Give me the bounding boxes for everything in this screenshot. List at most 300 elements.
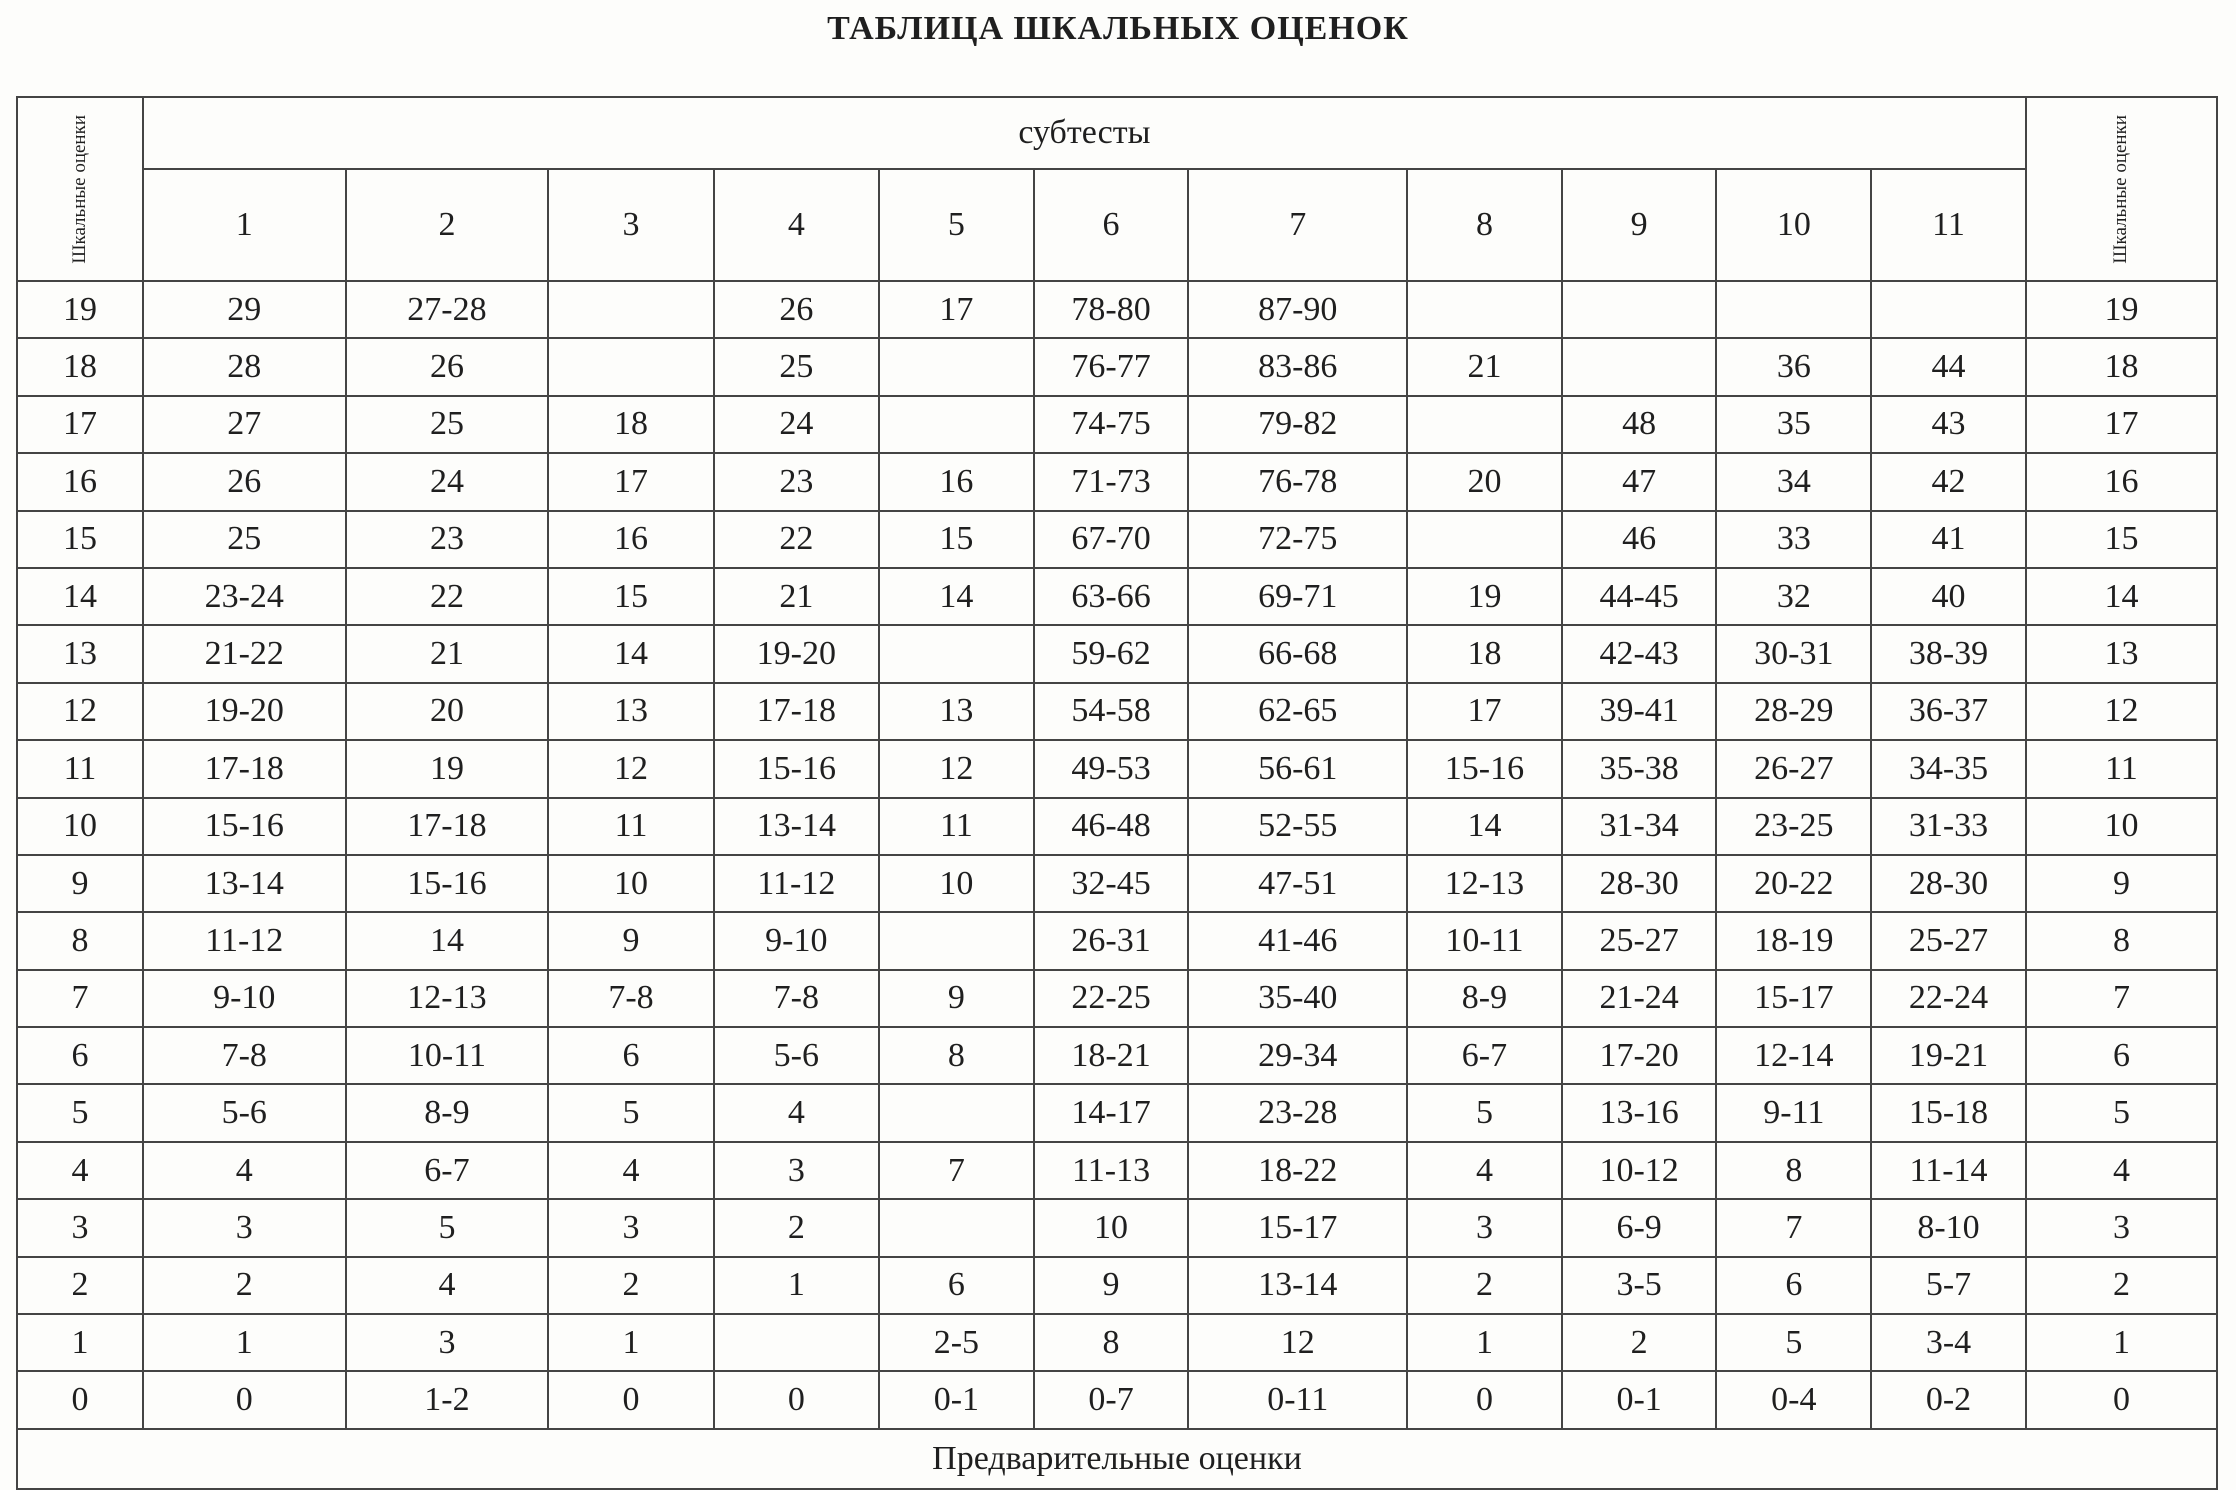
raw-score-cell: 10-11 bbox=[346, 1027, 549, 1084]
raw-score-cell: 11-14 bbox=[1871, 1142, 2026, 1199]
raw-score-cell: 4 bbox=[346, 1257, 549, 1314]
raw-score-cell: 19 bbox=[1407, 568, 1562, 625]
raw-score-cell: 28 bbox=[143, 338, 346, 395]
raw-score-cell: 18 bbox=[1407, 625, 1562, 682]
raw-score-cell: 5 bbox=[1407, 1084, 1562, 1141]
raw-score-cell: 21-22 bbox=[143, 625, 346, 682]
raw-score-cell: 6-7 bbox=[346, 1142, 549, 1199]
raw-score-cell: 78-80 bbox=[1034, 281, 1189, 338]
raw-score-cell: 35-38 bbox=[1562, 740, 1717, 797]
raw-score-cell: 1 bbox=[714, 1257, 879, 1314]
raw-score-cell: 19 bbox=[346, 740, 549, 797]
raw-score-cell: 6 bbox=[879, 1257, 1034, 1314]
raw-score-cell: 14 bbox=[1407, 798, 1562, 855]
raw-score-cell: 0-1 bbox=[1562, 1371, 1717, 1428]
raw-score-cell bbox=[879, 625, 1034, 682]
table-row bbox=[17, 1142, 2217, 1199]
raw-score-cell: 8 bbox=[879, 1027, 1034, 1084]
raw-score-cell: 6 bbox=[548, 1027, 713, 1084]
raw-score-cell: 17-20 bbox=[1562, 1027, 1717, 1084]
raw-score-cell: 8-9 bbox=[1407, 970, 1562, 1027]
scale-score-left: 7 bbox=[17, 970, 143, 1027]
scale-header-left bbox=[17, 97, 143, 281]
raw-score-cell bbox=[714, 1314, 879, 1371]
raw-score-cell: 9-10 bbox=[714, 912, 879, 969]
raw-score-cell: 40 bbox=[1871, 568, 2026, 625]
raw-score-cell: 28-30 bbox=[1871, 855, 2026, 912]
table-row bbox=[17, 912, 2217, 969]
raw-score-cell bbox=[1407, 396, 1562, 453]
raw-score-cell: 3 bbox=[346, 1314, 549, 1371]
raw-score-cell: 36-37 bbox=[1871, 683, 2026, 740]
raw-score-cell: 13-14 bbox=[714, 798, 879, 855]
raw-score-cell: 39-41 bbox=[1562, 683, 1717, 740]
table-row bbox=[17, 453, 2217, 510]
raw-score-cell: 22 bbox=[346, 568, 549, 625]
raw-score-cell bbox=[879, 912, 1034, 969]
raw-score-cell: 13 bbox=[879, 683, 1034, 740]
raw-score-cell: 43 bbox=[1871, 396, 2026, 453]
raw-score-cell: 5 bbox=[1716, 1314, 1871, 1371]
raw-score-cell: 83-86 bbox=[1188, 338, 1407, 395]
raw-score-cell: 72-75 bbox=[1188, 511, 1407, 568]
raw-score-cell: 0-11 bbox=[1188, 1371, 1407, 1428]
raw-score-cell: 14 bbox=[346, 912, 549, 969]
raw-score-cell: 15-17 bbox=[1188, 1199, 1407, 1256]
scale-score-table bbox=[16, 96, 2218, 1490]
raw-score-cell: 0-7 bbox=[1034, 1371, 1189, 1428]
raw-score-cell: 15-18 bbox=[1871, 1084, 2026, 1141]
raw-score-cell: 48 bbox=[1562, 396, 1717, 453]
scale-score-right: 0 bbox=[2026, 1371, 2217, 1428]
raw-scores-footer: Предварительные оценки bbox=[17, 1429, 2217, 1489]
raw-score-cell: 3 bbox=[714, 1142, 879, 1199]
raw-score-cell: 0 bbox=[548, 1371, 713, 1428]
raw-score-cell: 56-61 bbox=[1188, 740, 1407, 797]
raw-score-cell: 49-53 bbox=[1034, 740, 1189, 797]
raw-score-cell: 0 bbox=[714, 1371, 879, 1428]
raw-score-cell bbox=[1562, 338, 1717, 395]
raw-score-cell: 62-65 bbox=[1188, 683, 1407, 740]
raw-score-cell: 18 bbox=[548, 396, 713, 453]
raw-score-cell: 20 bbox=[1407, 453, 1562, 510]
scale-score-right: 16 bbox=[2026, 453, 2217, 510]
raw-score-cell: 27 bbox=[143, 396, 346, 453]
raw-score-cell: 15-16 bbox=[346, 855, 549, 912]
raw-score-cell: 3 bbox=[548, 1199, 713, 1256]
raw-score-cell: 54-58 bbox=[1034, 683, 1189, 740]
table-row bbox=[17, 1084, 2217, 1141]
raw-score-cell: 41 bbox=[1871, 511, 2026, 568]
raw-score-cell: 8 bbox=[1716, 1142, 1871, 1199]
scale-score-left: 17 bbox=[17, 396, 143, 453]
table-row bbox=[17, 970, 2217, 1027]
raw-score-cell: 47 bbox=[1562, 453, 1717, 510]
scale-score-left: 1 bbox=[17, 1314, 143, 1371]
table-row bbox=[17, 281, 2217, 338]
scale-score-right: 6 bbox=[2026, 1027, 2217, 1084]
scale-score-left: 12 bbox=[17, 683, 143, 740]
raw-score-cell: 16 bbox=[548, 511, 713, 568]
table-row bbox=[17, 740, 2217, 797]
scale-header-right-label: Шкальные оценки bbox=[2110, 114, 2132, 264]
raw-score-cell: 11-12 bbox=[143, 912, 346, 969]
raw-score-cell: 26 bbox=[714, 281, 879, 338]
raw-score-cell: 14 bbox=[879, 568, 1034, 625]
subtest-header-9: 9 bbox=[1562, 169, 1717, 281]
table-row bbox=[17, 1027, 2217, 1084]
raw-score-cell: 35-40 bbox=[1188, 970, 1407, 1027]
raw-score-cell: 11 bbox=[548, 798, 713, 855]
subtest-header-5: 5 bbox=[879, 169, 1034, 281]
raw-score-cell: 1-2 bbox=[346, 1371, 549, 1428]
raw-score-cell: 21 bbox=[346, 625, 549, 682]
table-row bbox=[17, 511, 2217, 568]
raw-score-cell: 12 bbox=[1188, 1314, 1407, 1371]
scale-score-right: 7 bbox=[2026, 970, 2217, 1027]
raw-score-cell: 24 bbox=[714, 396, 879, 453]
raw-score-cell: 30-31 bbox=[1716, 625, 1871, 682]
raw-score-cell: 20 bbox=[346, 683, 549, 740]
scale-score-left: 0 bbox=[17, 1371, 143, 1428]
raw-score-cell: 13-14 bbox=[143, 855, 346, 912]
raw-score-cell: 6 bbox=[1716, 1257, 1871, 1314]
raw-score-cell: 4 bbox=[548, 1142, 713, 1199]
raw-score-cell: 9 bbox=[1034, 1257, 1189, 1314]
raw-score-cell: 0 bbox=[143, 1371, 346, 1428]
raw-score-cell: 15-16 bbox=[1407, 740, 1562, 797]
raw-score-cell: 5 bbox=[548, 1084, 713, 1141]
raw-score-cell bbox=[879, 1084, 1034, 1141]
table-row bbox=[17, 625, 2217, 682]
scale-score-right: 12 bbox=[2026, 683, 2217, 740]
raw-score-cell: 15-16 bbox=[143, 798, 346, 855]
raw-score-cell: 14 bbox=[548, 625, 713, 682]
raw-score-cell bbox=[1716, 281, 1871, 338]
raw-score-cell: 23-28 bbox=[1188, 1084, 1407, 1141]
raw-score-cell: 21-24 bbox=[1562, 970, 1717, 1027]
raw-score-cell: 11-13 bbox=[1034, 1142, 1189, 1199]
subtest-numbers-row bbox=[17, 169, 2217, 281]
raw-score-cell: 25 bbox=[714, 338, 879, 395]
raw-score-cell: 25-27 bbox=[1871, 912, 2026, 969]
raw-score-cell: 44-45 bbox=[1562, 568, 1717, 625]
raw-score-cell: 15 bbox=[879, 511, 1034, 568]
raw-score-cell: 17 bbox=[879, 281, 1034, 338]
scale-score-left: 18 bbox=[17, 338, 143, 395]
scale-score-right: 8 bbox=[2026, 912, 2217, 969]
raw-score-cell: 31-34 bbox=[1562, 798, 1717, 855]
raw-score-cell: 23 bbox=[346, 511, 549, 568]
subtest-header-6: 6 bbox=[1034, 169, 1189, 281]
table-row bbox=[17, 568, 2217, 625]
raw-score-cell: 4 bbox=[714, 1084, 879, 1141]
raw-score-cell: 12 bbox=[879, 740, 1034, 797]
scale-score-left: 9 bbox=[17, 855, 143, 912]
subtest-header-4: 4 bbox=[714, 169, 879, 281]
raw-score-cell: 13 bbox=[548, 683, 713, 740]
raw-score-cell: 21 bbox=[1407, 338, 1562, 395]
subtest-header-10: 10 bbox=[1716, 169, 1871, 281]
raw-score-cell: 31-33 bbox=[1871, 798, 2026, 855]
table-body bbox=[17, 281, 2217, 1429]
subtests-header: субтесты bbox=[143, 97, 2026, 169]
raw-score-cell: 34 bbox=[1716, 453, 1871, 510]
raw-score-cell: 26-27 bbox=[1716, 740, 1871, 797]
table-row bbox=[17, 855, 2217, 912]
raw-score-cell: 27-28 bbox=[346, 281, 549, 338]
raw-score-cell: 7-8 bbox=[143, 1027, 346, 1084]
page-title: ТАБЛИЦА ШКАЛЬНЫХ ОЦЕНОК bbox=[827, 10, 1409, 47]
raw-score-cell bbox=[548, 281, 713, 338]
table-row bbox=[17, 1199, 2217, 1256]
raw-score-cell: 17 bbox=[1407, 683, 1562, 740]
raw-score-cell: 59-62 bbox=[1034, 625, 1189, 682]
subtest-header-3: 3 bbox=[548, 169, 713, 281]
raw-score-cell bbox=[1562, 281, 1717, 338]
raw-score-cell: 74-75 bbox=[1034, 396, 1189, 453]
raw-score-cell: 32-45 bbox=[1034, 855, 1189, 912]
table-row bbox=[17, 683, 2217, 740]
raw-score-cell: 11-12 bbox=[714, 855, 879, 912]
raw-score-cell: 22-24 bbox=[1871, 970, 2026, 1027]
raw-score-cell: 15-16 bbox=[714, 740, 879, 797]
raw-score-cell: 44 bbox=[1871, 338, 2026, 395]
raw-score-cell: 7 bbox=[1716, 1199, 1871, 1256]
raw-score-cell: 17-18 bbox=[143, 740, 346, 797]
raw-score-cell: 1 bbox=[1407, 1314, 1562, 1371]
raw-score-cell: 63-66 bbox=[1034, 568, 1189, 625]
raw-score-cell: 22 bbox=[714, 511, 879, 568]
raw-score-cell: 41-46 bbox=[1188, 912, 1407, 969]
raw-score-cell: 34-35 bbox=[1871, 740, 2026, 797]
raw-score-cell: 17-18 bbox=[714, 683, 879, 740]
subtest-header-7: 7 bbox=[1188, 169, 1407, 281]
raw-score-cell: 15 bbox=[548, 568, 713, 625]
raw-score-cell: 3 bbox=[143, 1199, 346, 1256]
raw-score-cell: 21 bbox=[714, 568, 879, 625]
raw-score-cell: 17 bbox=[548, 453, 713, 510]
raw-score-cell: 18-21 bbox=[1034, 1027, 1189, 1084]
raw-score-cell: 15-17 bbox=[1716, 970, 1871, 1027]
table-row bbox=[17, 1314, 2217, 1371]
raw-score-cell: 12-13 bbox=[346, 970, 549, 1027]
raw-score-cell: 1 bbox=[548, 1314, 713, 1371]
table-row bbox=[17, 798, 2217, 855]
raw-score-cell: 6-7 bbox=[1407, 1027, 1562, 1084]
raw-score-cell: 33 bbox=[1716, 511, 1871, 568]
scale-score-right: 1 bbox=[2026, 1314, 2217, 1371]
raw-score-cell: 66-68 bbox=[1188, 625, 1407, 682]
raw-score-cell: 26 bbox=[346, 338, 549, 395]
scale-score-right: 4 bbox=[2026, 1142, 2217, 1199]
raw-score-cell: 8 bbox=[1034, 1314, 1189, 1371]
raw-score-cell bbox=[879, 396, 1034, 453]
raw-score-cell: 46 bbox=[1562, 511, 1717, 568]
raw-score-cell: 7-8 bbox=[714, 970, 879, 1027]
raw-score-cell: 5 bbox=[346, 1199, 549, 1256]
raw-score-cell bbox=[1871, 281, 2026, 338]
raw-score-cell: 42-43 bbox=[1562, 625, 1717, 682]
scale-score-left: 19 bbox=[17, 281, 143, 338]
raw-score-cell: 0-1 bbox=[879, 1371, 1034, 1428]
subtest-header-11: 11 bbox=[1871, 169, 2026, 281]
raw-score-cell: 13-16 bbox=[1562, 1084, 1717, 1141]
raw-score-cell: 9-11 bbox=[1716, 1084, 1871, 1141]
scale-score-right: 17 bbox=[2026, 396, 2217, 453]
raw-score-cell: 23 bbox=[714, 453, 879, 510]
raw-score-cell: 7 bbox=[879, 1142, 1034, 1199]
raw-score-cell: 10-12 bbox=[1562, 1142, 1717, 1199]
raw-score-cell: 23-25 bbox=[1716, 798, 1871, 855]
raw-score-cell: 0-4 bbox=[1716, 1371, 1871, 1428]
raw-score-cell: 10 bbox=[1034, 1199, 1189, 1256]
scale-score-left: 11 bbox=[17, 740, 143, 797]
raw-score-cell: 8-10 bbox=[1871, 1199, 2026, 1256]
raw-score-cell: 12 bbox=[548, 740, 713, 797]
raw-score-cell: 67-70 bbox=[1034, 511, 1189, 568]
raw-score-cell: 38-39 bbox=[1871, 625, 2026, 682]
raw-score-cell: 2-5 bbox=[879, 1314, 1034, 1371]
raw-score-cell: 28-29 bbox=[1716, 683, 1871, 740]
raw-score-cell: 3-4 bbox=[1871, 1314, 2026, 1371]
scale-score-left: 16 bbox=[17, 453, 143, 510]
scale-score-right: 3 bbox=[2026, 1199, 2217, 1256]
raw-score-cell: 4 bbox=[143, 1142, 346, 1199]
scale-score-left: 5 bbox=[17, 1084, 143, 1141]
raw-score-cell: 7-8 bbox=[548, 970, 713, 1027]
raw-score-cell: 19-20 bbox=[714, 625, 879, 682]
scale-score-left: 10 bbox=[17, 798, 143, 855]
raw-score-cell: 1 bbox=[143, 1314, 346, 1371]
raw-score-cell: 26-31 bbox=[1034, 912, 1189, 969]
raw-score-cell: 3-5 bbox=[1562, 1257, 1717, 1314]
scale-score-right: 10 bbox=[2026, 798, 2217, 855]
raw-score-cell: 29 bbox=[143, 281, 346, 338]
table-row bbox=[17, 1257, 2217, 1314]
raw-score-cell: 69-71 bbox=[1188, 568, 1407, 625]
raw-score-cell bbox=[1407, 281, 1562, 338]
raw-score-cell bbox=[548, 338, 713, 395]
raw-score-cell bbox=[879, 338, 1034, 395]
raw-score-cell: 10 bbox=[879, 855, 1034, 912]
raw-score-cell: 4 bbox=[1407, 1142, 1562, 1199]
raw-score-cell: 79-82 bbox=[1188, 396, 1407, 453]
scale-score-left: 3 bbox=[17, 1199, 143, 1256]
raw-score-cell: 71-73 bbox=[1034, 453, 1189, 510]
raw-score-cell: 5-7 bbox=[1871, 1257, 2026, 1314]
raw-score-cell: 13-14 bbox=[1188, 1257, 1407, 1314]
raw-score-cell: 18-19 bbox=[1716, 912, 1871, 969]
raw-score-cell: 25 bbox=[346, 396, 549, 453]
raw-score-cell: 29-34 bbox=[1188, 1027, 1407, 1084]
raw-score-cell: 28-30 bbox=[1562, 855, 1717, 912]
raw-score-cell: 0 bbox=[1407, 1371, 1562, 1428]
raw-score-cell: 12-13 bbox=[1407, 855, 1562, 912]
raw-score-cell: 20-22 bbox=[1716, 855, 1871, 912]
subtest-header-1: 1 bbox=[143, 169, 346, 281]
raw-score-cell: 10-11 bbox=[1407, 912, 1562, 969]
scale-header-left-label: Шкальные оценки bbox=[68, 114, 90, 264]
subtest-header-2: 2 bbox=[346, 169, 549, 281]
scale-score-right: 18 bbox=[2026, 338, 2217, 395]
scale-score-left: 15 bbox=[17, 511, 143, 568]
scale-score-right: 5 bbox=[2026, 1084, 2217, 1141]
raw-score-cell: 11 bbox=[879, 798, 1034, 855]
raw-score-cell: 18-22 bbox=[1188, 1142, 1407, 1199]
raw-score-cell: 25 bbox=[143, 511, 346, 568]
scale-score-left: 13 bbox=[17, 625, 143, 682]
raw-score-cell: 32 bbox=[1716, 568, 1871, 625]
raw-score-cell: 19-20 bbox=[143, 683, 346, 740]
raw-score-cell: 2 bbox=[548, 1257, 713, 1314]
raw-score-cell: 12-14 bbox=[1716, 1027, 1871, 1084]
raw-score-cell: 26 bbox=[143, 453, 346, 510]
scale-score-left: 6 bbox=[17, 1027, 143, 1084]
raw-score-cell: 16 bbox=[879, 453, 1034, 510]
scale-score-left: 2 bbox=[17, 1257, 143, 1314]
raw-score-cell: 35 bbox=[1716, 396, 1871, 453]
scale-score-right: 2 bbox=[2026, 1257, 2217, 1314]
raw-score-cell: 47-51 bbox=[1188, 855, 1407, 912]
scale-score-right: 13 bbox=[2026, 625, 2217, 682]
raw-score-cell: 2 bbox=[714, 1199, 879, 1256]
raw-score-cell: 9 bbox=[548, 912, 713, 969]
scale-score-right: 14 bbox=[2026, 568, 2217, 625]
scale-score-left: 14 bbox=[17, 568, 143, 625]
raw-score-cell: 76-77 bbox=[1034, 338, 1189, 395]
raw-score-cell bbox=[1407, 511, 1562, 568]
table-row bbox=[17, 1371, 2217, 1428]
raw-score-cell: 2 bbox=[1562, 1314, 1717, 1371]
raw-score-cell: 3 bbox=[1407, 1199, 1562, 1256]
subtest-header-8: 8 bbox=[1407, 169, 1562, 281]
table-row bbox=[17, 396, 2217, 453]
raw-score-cell: 17-18 bbox=[346, 798, 549, 855]
raw-score-cell: 10 bbox=[548, 855, 713, 912]
raw-score-cell: 25-27 bbox=[1562, 912, 1717, 969]
raw-score-cell: 8-9 bbox=[346, 1084, 549, 1141]
raw-score-cell: 76-78 bbox=[1188, 453, 1407, 510]
raw-score-cell: 24 bbox=[346, 453, 549, 510]
raw-score-cell: 9 bbox=[879, 970, 1034, 1027]
scale-score-right: 15 bbox=[2026, 511, 2217, 568]
scale-score-right: 11 bbox=[2026, 740, 2217, 797]
raw-score-cell: 19-21 bbox=[1871, 1027, 2026, 1084]
raw-score-cell: 36 bbox=[1716, 338, 1871, 395]
raw-score-cell bbox=[879, 1199, 1034, 1256]
scale-score-right: 19 bbox=[2026, 281, 2217, 338]
raw-score-cell: 0-2 bbox=[1871, 1371, 2026, 1428]
raw-score-cell: 6-9 bbox=[1562, 1199, 1717, 1256]
raw-score-cell: 22-25 bbox=[1034, 970, 1189, 1027]
raw-score-cell: 14-17 bbox=[1034, 1084, 1189, 1141]
table-row bbox=[17, 338, 2217, 395]
raw-score-cell: 5-6 bbox=[143, 1084, 346, 1141]
scale-score-right: 9 bbox=[2026, 855, 2217, 912]
raw-score-cell: 23-24 bbox=[143, 568, 346, 625]
raw-score-cell: 5-6 bbox=[714, 1027, 879, 1084]
raw-score-cell: 2 bbox=[1407, 1257, 1562, 1314]
scale-score-left: 8 bbox=[17, 912, 143, 969]
scale-score-left: 4 bbox=[17, 1142, 143, 1199]
raw-score-cell: 42 bbox=[1871, 453, 2026, 510]
raw-score-cell: 52-55 bbox=[1188, 798, 1407, 855]
raw-score-cell: 9-10 bbox=[143, 970, 346, 1027]
raw-score-cell: 87-90 bbox=[1188, 281, 1407, 338]
raw-score-cell: 46-48 bbox=[1034, 798, 1189, 855]
scale-header-right bbox=[2026, 97, 2217, 281]
